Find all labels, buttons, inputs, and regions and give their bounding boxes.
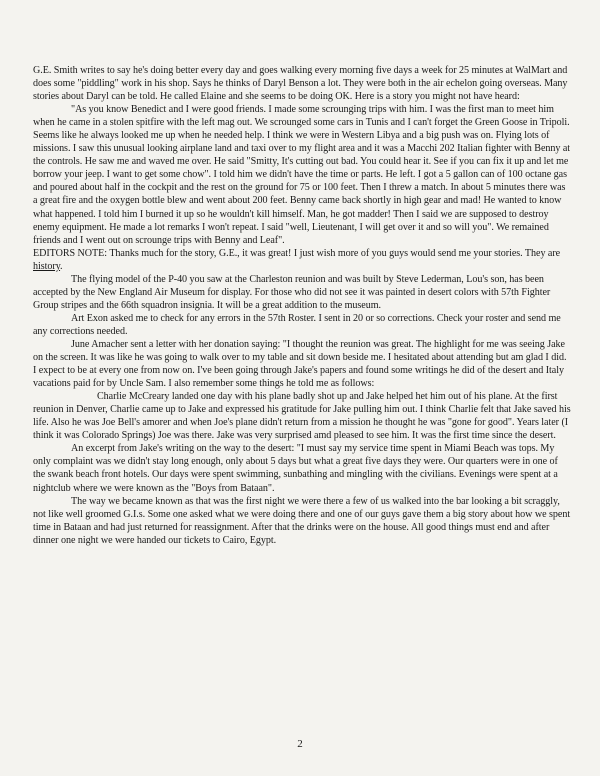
paragraph-boys-from-bataan: The way we became known as that was the first night we were there a few of us walked into the bar looking a bit scraggly, not like well groomed G.I.s. Some one asked what we were doing there and one of our guys gave them a big story about how we spent time in Bataan and had just returned for reassignment. After that the drinks were on the house. All good things must end and after dinner one night we were handed our tickets to Cairo, Egypt. xyxy=(33,495,571,546)
paragraph-editors-note xyxy=(33,247,571,273)
paragraph-june-amacher: June Amacher sent a letter with her donation saying: "I thought the reunion was great. The highlight for me was seeing Jake on the screen. It was like he was going to walk over to my table and sit down beside me. I hesitated about attending but am glad I did. I expect to be at every one from now on. I've been going through Jake's papers and found some writings he did of the desert and Italy vacations paid for by Uncle Sam. I also remember some things he told me as follows: xyxy=(33,338,567,390)
paragraph-p40-model: The flying model of the P-40 you saw at the Charleston reunion and was built by Steve Lederman, Lou's son, has been accepted by the New England Air Museum for display. For those who did not see it was painted in desert colors with 57th Fighter Group stripes and the 66th squadron insignia. It will be a great addition to the museum. xyxy=(33,273,551,311)
paragraph-ge-smith: G.E. Smith writes to say he's doing better every day and goes walking every morning five days a week for 25 minutes at WalMart and does some "piddling" work in his shop. Says he thinks of Daryl Benson a lot. They were both in the air echelon going overseas. Many stories about Daryl can be told. He called Elaine and she seems to be doing OK. Here is a story you might not have heard: xyxy=(33,65,568,103)
editors-note-after: . xyxy=(60,260,63,272)
paragraph-benedict-story: "As you know Benedict and I were good friends. I made some scrounging trips with him. I was the first man to meet him when he came in a stolen spitfire with the left mag out. We scrounged some cars in Tunis and I can't forget the Green Goose in Tripoli. Seems like he always looked me up when he needed help. I think we were in Western Libya and a big push was on. Flying lots of missions. I saw this unusual looking airplane land and taxi over to my flight area and it was a Macchi 202 Italian fighter with Benny at the controls. He saw me and waved me over. He said "Smitty, It's cutting out bad. You could hear it. See if you can fix it up and let me borrow your jeep. I want to get some chow". I told him we didn't have the time or parts. He left. I got a 5 gallon can of 100 octane gas and poured about half in the cockpit and the rest on the ground for 75 or 100 feet. Then I threw a match. In about 5 minutes there was a great fire and the oxygen bottle blew and went about 200 feet. Benny came back shortly in high gear and mad! He wanted to know what happened. I told him I burned it up so he wouldn't kill himself. Man, he got madder! Then I said we are supposed to destroy enemy equipment. He made a lot remarks I won't repeat. I said "well, Lieutenant, I will get over it and so will you". We remained friends and I went out on scrounge trips with Benny and Leaf". xyxy=(33,104,571,246)
body-text xyxy=(33,64,571,547)
paragraph-charlie-mccreary: Charlie McCreary landed one day with his plane badly shot up and Jake helped het him out of his plane. At the first reunion in Denver, Charlie came up to Jake and expressed his gratitude for Jake pulling him out. I think Charlie felt that Jake saved his life. Also he was Joe Bell's amorer and when Joe's plane didn't return from a mission he thought he was "gone for good". Years later (I think it was Colorado Springs) Joe was there. Jake was very surprised amd pleased to see him. It was the first time since the desert. xyxy=(33,391,571,442)
paragraph-art-exon: Art Exon asked me to check for any errors in the 57th Roster. I sent in 20 or so corrections. Check your roster and send me any corrections needed. xyxy=(33,312,561,337)
paragraph-jake-excerpt: An excerpt from Jake's writing on the way to the desert: "I must say my service time spent in Miami Beach was tops. My only complaint was we didn't stay long enough, only about 5 days but what a great five days they were. Our quarters were in one of the swank beach front hotels. Our days were spent swimming, sunbathing and mingling with the civilians. Evenings were spent at a nightclub where we were known as the "Boys from Bataan". xyxy=(33,443,558,494)
page-number: 2 xyxy=(297,738,303,750)
editors-note-text: EDITORS NOTE: Thanks much for the story, G.E., it was great! I just wish more of you guys would send me your stories. They are xyxy=(33,247,561,259)
editors-note-underlined: history xyxy=(33,260,61,272)
